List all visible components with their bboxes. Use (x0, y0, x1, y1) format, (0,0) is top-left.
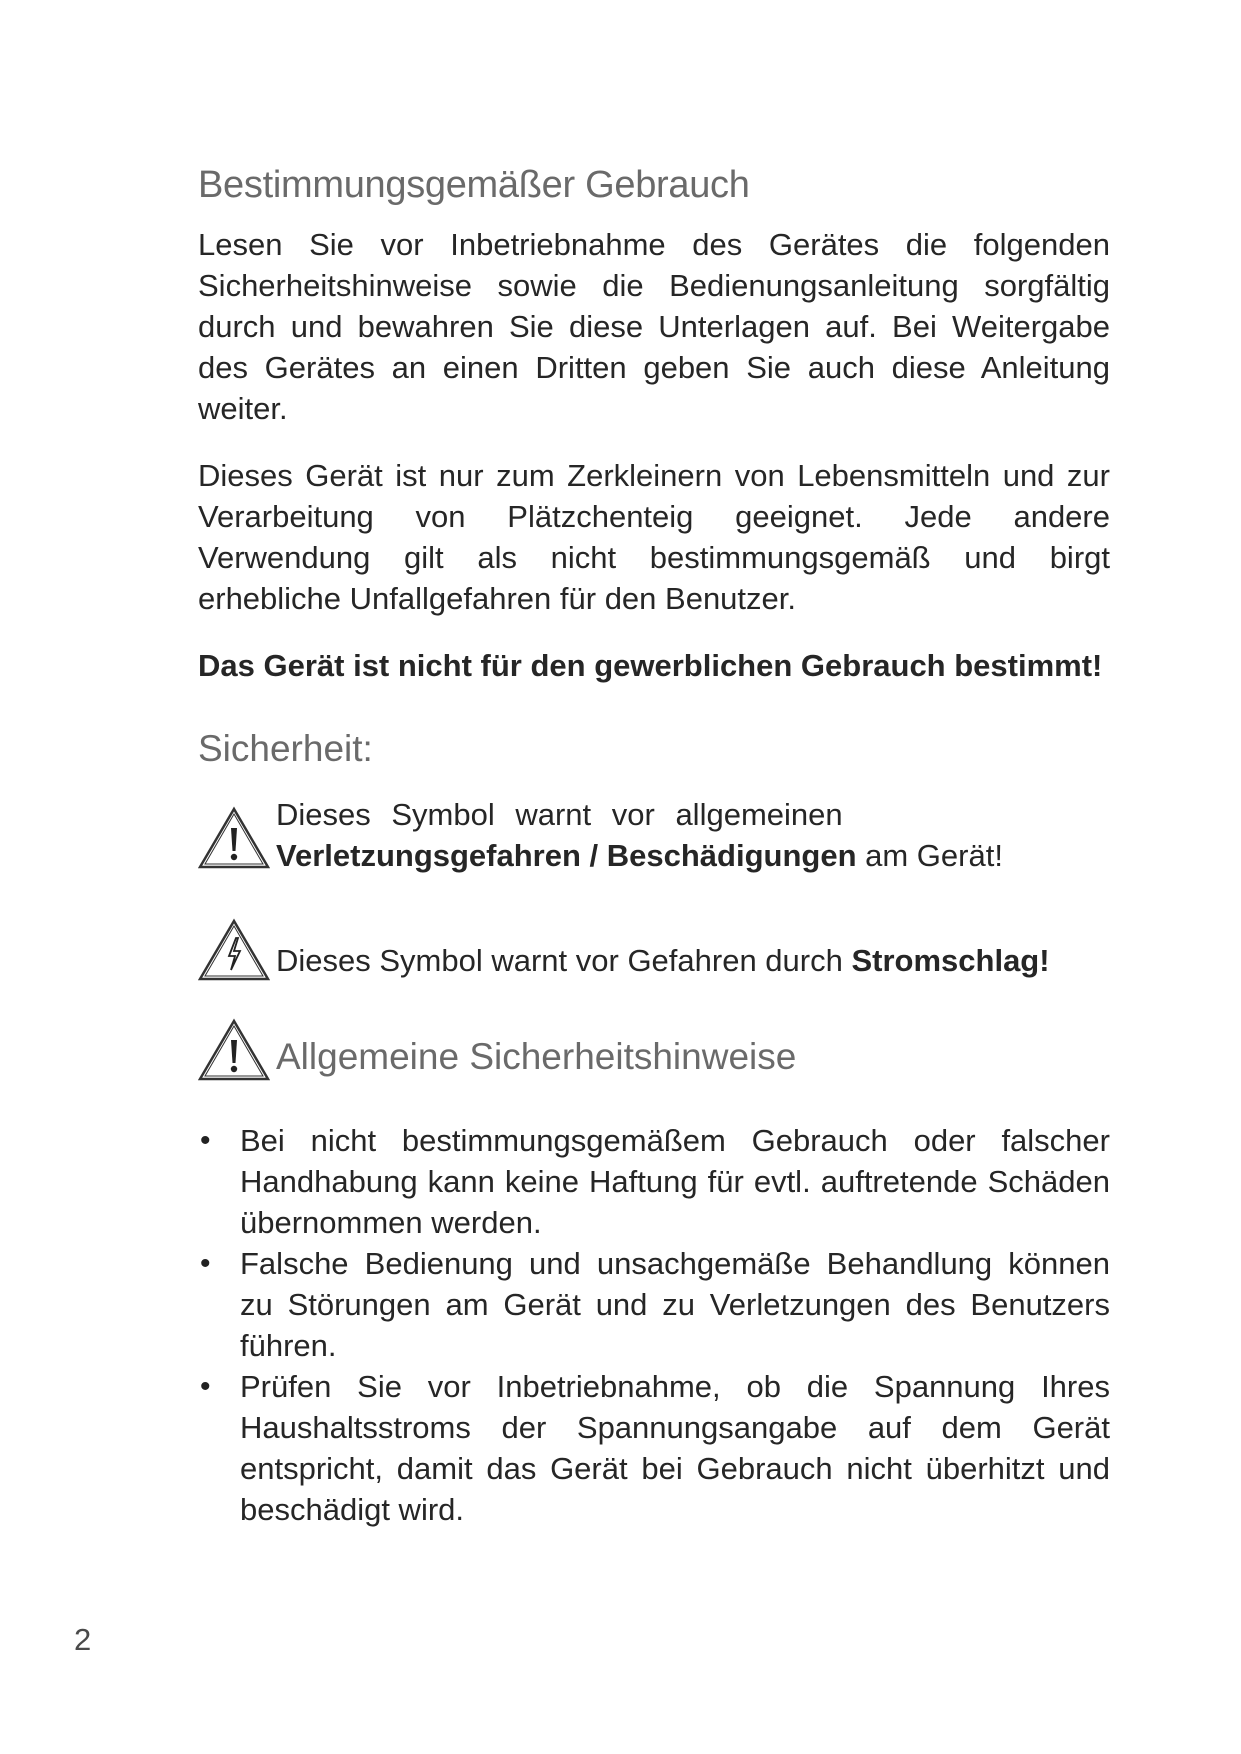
list-item (198, 1366, 1110, 1530)
bullet-icon: • (200, 1370, 211, 1403)
paragraph-not-commercial: Das Gerät ist nicht für den gewerblichen Gebrauch bestimmt! (198, 648, 1103, 683)
warning-electric-text (276, 940, 1050, 981)
list-item-text: Bei nicht bestimmungsgemäßem Gebrauch oder falscher Handhabung kann keine Haftung für evtl. auftretende Schäden übernommen werden. (240, 1123, 1110, 1240)
bullet-icon: • (200, 1124, 211, 1157)
list-item-text: Prüfen Sie vor Inbetriebnahme, ob die Spannung Ihres Haushaltsstroms der Spannungsangabe auf dem Gerät entspricht, damit das Gerät bei Gebrauch nicht überhitzt und beschädigt wird. (240, 1369, 1110, 1527)
section-title-general-safety: Allgemeine Sicherheitshinweise (276, 1036, 797, 1077)
paragraph-intended-purpose: Dieses Gerät ist nur zum Zerkleinern von Lebensmitteln und zur Verarbeitung von Plätzchenteig geeignet. Jede andere Verwendung gilt als nicht bestimmungsgemäß und birgt erhebliche Unfallgefahren für den Benutzer. (198, 458, 1110, 616)
general-safety-heading-row (198, 1018, 1110, 1082)
warning-general-text (276, 794, 1003, 876)
list-item-text: Falsche Bedienung und unsachgemäße Behandlung können zu Störungen am Gerät und zu Verletzungen des Benutzers führen. (240, 1246, 1110, 1363)
warning-general-bold: Verletzungsgefahren / Beschädigungen (276, 838, 857, 873)
warning-electric-bold: Stromschlag! (851, 943, 1050, 978)
warning-electric-line: Dieses Symbol warnt vor Gefahren durch (276, 943, 852, 978)
section-title-intended-use: Bestimmungsgemäßer Gebrauch (198, 164, 750, 206)
warning-electric-row (198, 918, 1110, 982)
page-number: 2 (74, 1622, 92, 1657)
warning-general-line1: Dieses Symbol warnt vor allgemeinen (276, 797, 843, 832)
list-item (198, 1120, 1110, 1243)
exclamation-warning-icon (198, 1018, 270, 1082)
warning-general-suffix: am Gerät! (856, 838, 1003, 873)
bullet-icon: • (200, 1247, 211, 1280)
section-title-safety: Sicherheit: (198, 728, 373, 769)
electric-shock-warning-icon (198, 918, 270, 982)
safety-instructions-list (198, 1120, 1110, 1530)
exclamation-warning-icon (198, 806, 270, 870)
warning-general-row (198, 794, 1110, 876)
page-content (198, 162, 1110, 1530)
paragraph-read-instructions: Lesen Sie vor Inbetriebnahme des Gerätes die folgenden Sicherheitshinweise sowie die Bedienungsanleitung sorgfältig durch und bewahren Sie diese Unterlagen auf. Bei Weitergabe des Gerätes an einen Dritten geben Sie auch diese Anleitung weiter. (198, 227, 1110, 426)
list-item (198, 1243, 1110, 1366)
